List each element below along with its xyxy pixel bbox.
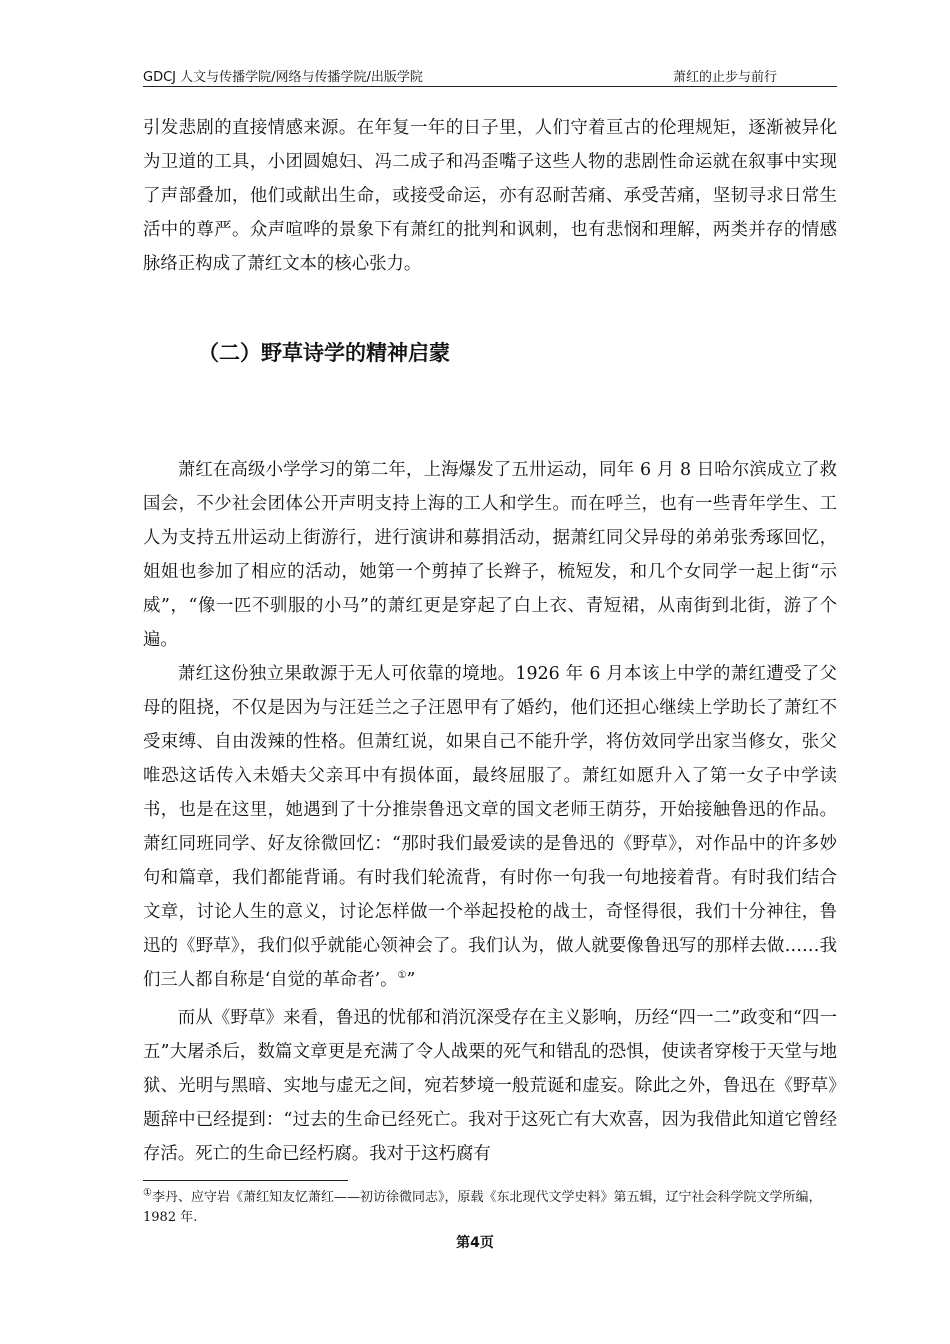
header-institution: GDCJ 人文与传播学院/网络与传播学院/出版学院: [143, 70, 423, 85]
paragraph-2: 萧红在高级小学学习的第二年，上海爆发了五卅运动，同年 6 月 8 日哈尔滨成立了救国会，不少社会团体公开声明支持上海的工人和学生。而在呼兰，也有一些青年学生、工人为支持五卅运动上街游行，进行演讲和募捐活动，据萧红同父异母的弟弟张秀琢回忆，姐姐也参加了相应的活动，她第一个剪掉了长辫子，梳短发，和几个女同学一起上街“示威”，“像一匹不驯服的小马”的萧红更是穿起了白上衣、青短裙，从南街到北街，游了个遍。: [143, 460, 837, 650]
footnote: [143, 1188, 837, 1228]
paragraph-3-text: 萧红这份独立果敢源于无人可依靠的境地。1926 年 6 月本该上中学的萧红遭受了父母的阻挠，不仅是因为与汪廷兰之子汪恩甲有了婚约，他们还担心继续上学助长了萧红不受束缚、自由泼辣的性格。但萧红说，如果自己不能升学，将仿效同学出家当修女，张父唯恐这话传入未婚夫父亲耳中有损体面，最终屈服了。萧红如愿升入了第一女子中学读书，也是在这里，她遇到了十分推崇鲁迅文章的国文老师王荫芬，开始接触鲁迅的作品。萧红同班同学、好友徐微回忆：“那时我们最爱读的是鲁迅的《野草》，对作品中的许多妙句和篇章，我们都能背诵。有时我们轮流背，有时你一句我一句地接着背。有时我们结合文章，讨论人生的意义，讨论怎样做一个举起投枪的战士，奇怪得很，我们十分神往，鲁迅的《野草》，我们似乎就能心领神会了。我们认为，做人就要像鲁迅写的那样去做……我们三人都自称是‘自觉的革命者’。: [143, 664, 837, 990]
page-header: [143, 62, 837, 87]
footnote-text: 李丹、应守岩《萧红知友忆萧红——初访徐微同志》，原载《东北现代文学史料》第五辑，辽宁社会科学院文学所编，1982 年.: [143, 1190, 822, 1225]
footnote-divider: [143, 1180, 348, 1181]
header-title: 萧红的止步与前行: [672, 70, 777, 85]
paragraph-3: [143, 657, 837, 997]
footnote-mark: ①: [143, 1187, 152, 1199]
paragraph-3-close-quote: ”: [406, 970, 416, 990]
footnote-ref-mark[interactable]: ①: [397, 970, 407, 982]
section-title: （二）野草诗学的精神启蒙: [198, 341, 450, 365]
paragraph-1: 引发悲剧的直接情感来源。在年复一年的日子里，人们守着亘古的伦理规矩，逐渐被异化为卫道的工具，小团圆媳妇、冯二成子和冯歪嘴子这些人物的悲剧性命运就在叙事中实现了声部叠加，他们或献出生命，或接受命运，亦有忍耐苦痛、承受苦痛，坚韧寻求日常生活中的尊严。众声喧哗的景象下有萧红的批判和讽刺，也有悲悯和理解，两类并存的情感脉络正构成了萧红文本的核心张力。: [143, 118, 837, 274]
page-number: 第4页: [456, 1235, 494, 1251]
paragraph-4: 而从《野草》来看，鲁迅的忧郁和消沉深受存在主义影响，历经“四一二”政变和“四一五”大屠杀后，数篇文章更是充满了令人战栗的死气和错乱的恐惧，使读者穿梭于天堂与地狱、光明与黑暗、实地与虚无之间，宛若梦境一般荒诞和虚妄。除此之外，鲁迅在《野草》题辞中已经提到：“过去的生命已经死亡。我对于这死亡有大欢喜，因为我借此知道它曾经存活。死亡的生命已经朽腐。我对于这朽腐有: [143, 1008, 837, 1164]
